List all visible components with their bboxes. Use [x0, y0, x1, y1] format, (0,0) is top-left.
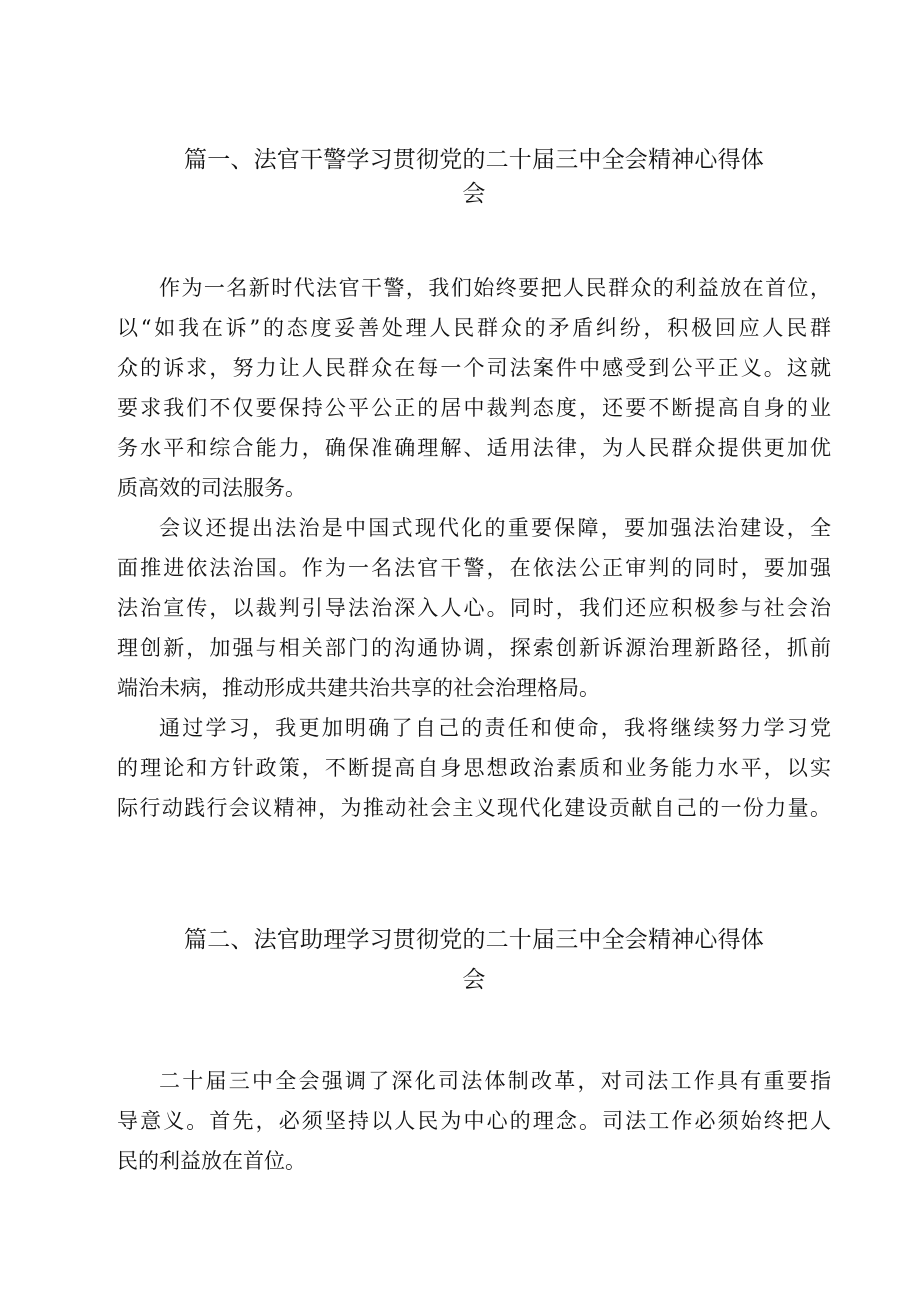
paragraph-line: 通过学习，我更加明确了自己的责任和使命，我将继续努力学习党 [159, 716, 831, 740]
section-2-title-line: 篇二、法官助理学习贯彻党的二十届三中全会精神心得体 [184, 927, 764, 953]
paragraph-line: 导意义。首先，必须坚持以人民为中心的理念。司法工作必须始终把人 [117, 1109, 831, 1133]
section-2-body [117, 1061, 831, 1181]
section-2-title [117, 923, 831, 997]
paragraph-line: 众的诉求，努力让人民群众在每一个司法案件中感受到公平正义。这就 [117, 356, 831, 380]
paragraph-line: 务水平和综合能力，确保准确理解、适用法律，为人民群众提供更加优 [117, 436, 831, 460]
paragraph-line: 端治未病，推动形成共建共治共享的社会治理格局。 [117, 676, 600, 700]
paragraph-line: 会议还提出法治是中国式现代化的重要保障，要加强法治建设，全 [159, 516, 831, 540]
section-1-paragraph-3 [117, 708, 831, 828]
section-1-title-line: 篇一、法官干警学习贯彻党的二十届三中全会精神心得体 [184, 147, 764, 173]
section-1-paragraph-2 [117, 508, 831, 708]
section-1-paragraph-1 [117, 268, 831, 508]
paragraph-line: 理创新，加强与相关部门的沟通协调，探索创新诉源治理新路径，抓前 [117, 636, 831, 660]
paragraph-line: 二十届三中全会强调了深化司法体制改革，对司法工作具有重要指 [159, 1069, 831, 1093]
section-1-title-line: 会 [462, 181, 486, 207]
section-1-title [117, 143, 831, 211]
paragraph-line: 面推进依法治国。作为一名法官干警，在依法公正审判的同时，要加强 [117, 556, 831, 580]
paragraph-line: 作为一名新时代法官干警，我们始终要把人民群众的利益放在首位， [159, 276, 831, 300]
section-2-title-line: 会 [462, 967, 486, 993]
section-1-body [117, 268, 831, 828]
paragraph-line: 质高效的司法服务。 [117, 476, 306, 500]
paragraph-line: 要求我们不仅要保持公平公正的居中裁判态度，还要不断提高自身的业 [117, 396, 831, 420]
section-2-paragraph-1 [117, 1061, 831, 1181]
paragraph-line: 际行动践行会议精神，为推动社会主义现代化建设贡献自己的一份力量。 [117, 796, 831, 820]
paragraph-line: 以“如我在诉”的态度妥善处理人民群众的矛盾纠纷，积极回应人民群 [117, 316, 831, 340]
paragraph-line: 法治宣传，以裁判引导法治深入人心。同时，我们还应积极参与社会治 [117, 596, 831, 620]
paragraph-line: 民的利益放在首位。 [117, 1149, 306, 1173]
paragraph-line: 的理论和方针政策，不断提高自身思想政治素质和业务能力水平，以实 [117, 756, 831, 780]
